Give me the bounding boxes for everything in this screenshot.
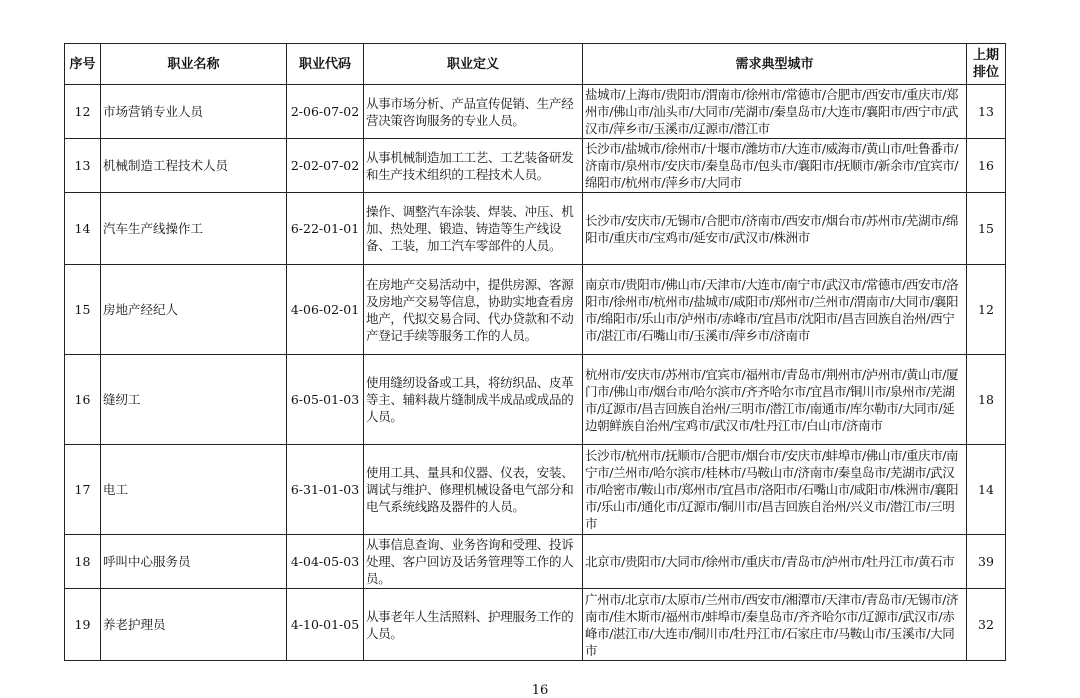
row-rank: 18	[967, 355, 1006, 445]
header-name: 职业名称	[101, 44, 287, 85]
row-rank: 14	[967, 445, 1006, 535]
table-row	[65, 139, 1006, 193]
row-name: 机械制造工程技术人员	[101, 139, 287, 193]
row-definition: 从事机械制造加工工艺、工艺装备研发和生产技术组织的工程技术人员。	[364, 139, 583, 193]
row-no: 18	[65, 535, 101, 589]
row-cities: 长沙市/盐城市/徐州市/十堰市/潍坊市/大连市/威海市/黄山市/吐鲁番市/济南市/泉州市/安庆市/秦皇岛市/包头市/襄阳市/抚顺市/新余市/宜宾市/绵阳市/杭州市/萍乡市/大同市	[583, 139, 967, 193]
table-row	[65, 445, 1006, 535]
row-no: 12	[65, 85, 101, 139]
occupation-table	[64, 43, 1006, 661]
row-code: 4-06-02-01	[287, 265, 364, 355]
page-number: 16	[531, 683, 549, 698]
row-code: 2-06-07-02	[287, 85, 364, 139]
row-definition: 从事信息查询、业务咨询和受理、投诉处理、客户回访及话务管理等工作的人员。	[364, 535, 583, 589]
row-rank: 39	[967, 535, 1006, 589]
row-cities: 长沙市/安庆市/无锡市/合肥市/济南市/西安市/烟台市/苏州市/芜湖市/绵阳市/重庆市/宝鸡市/延安市/武汉市/株洲市	[583, 193, 967, 265]
row-definition: 操作、调整汽车涂装、焊装、冲压、机加、热处理、锻造、铸造等生产线设备、工装，加工汽车零部件的人员。	[364, 193, 583, 265]
row-definition: 从事老年人生活照料、护理服务工作的人员。	[364, 589, 583, 661]
row-code: 4-10-01-05	[287, 589, 364, 661]
row-code: 2-02-07-02	[287, 139, 364, 193]
row-name: 市场营销专业人员	[101, 85, 287, 139]
row-name: 电工	[101, 445, 287, 535]
header-code: 职业代码	[287, 44, 364, 85]
row-no: 13	[65, 139, 101, 193]
row-definition: 使用缝纫设备或工具，将纺织品、皮革等主、辅料裁片缝制成半成品或成品的人员。	[364, 355, 583, 445]
header-no: 序号	[65, 44, 101, 85]
row-cities: 南京市/贵阳市/佛山市/天津市/大连市/南宁市/武汉市/常德市/西安市/洛阳市/徐州市/杭州市/盐城市/咸阳市/郑州市/兰州市/渭南市/大同市/襄阳市/绵阳市/乐山市/泸州市/赤峰市/宜昌市/沈阳市/昌吉回族自治州/西宁市/湛江市/石嘴山市/玉溪市/萍乡市/济南市	[583, 265, 967, 355]
table-row	[65, 589, 1006, 661]
row-name: 呼叫中心服务员	[101, 535, 287, 589]
row-rank: 32	[967, 589, 1006, 661]
table-row	[65, 535, 1006, 589]
row-definition: 从事市场分析、产品宣传促销、生产经营决策咨询服务的专业人员。	[364, 85, 583, 139]
row-definition: 使用工具、量具和仪器、仪表，安装、调试与维护、修理机械设备电气部分和电气系统线路及器件的人员。	[364, 445, 583, 535]
row-code: 6-22-01-01	[287, 193, 364, 265]
row-rank: 13	[967, 85, 1006, 139]
row-name: 汽车生产线操作工	[101, 193, 287, 265]
row-no: 16	[65, 355, 101, 445]
row-cities: 盐城市/上海市/贵阳市/渭南市/徐州市/常德市/合肥市/西安市/重庆市/郑州市/佛山市/汕头市/大同市/芜湖市/秦皇岛市/大连市/襄阳市/西宁市/武汉市/萍乡市/玉溪市/辽源市/潜江市	[583, 85, 967, 139]
table-row	[65, 85, 1006, 139]
row-no: 14	[65, 193, 101, 265]
header-definition: 职业定义	[364, 44, 583, 85]
header-rank: 上期排位	[967, 44, 1006, 85]
header-cities: 需求典型城市	[583, 44, 967, 85]
table-header-row	[65, 44, 1006, 85]
row-rank: 16	[967, 139, 1006, 193]
row-name: 房地产经纪人	[101, 265, 287, 355]
row-no: 15	[65, 265, 101, 355]
table-row	[65, 355, 1006, 445]
row-definition: 在房地产交易活动中，提供房源、客源及房地产交易等信息，协助实地查看房地产，代拟交易合同、代办贷款和不动产登记手续等服务工作的人员。	[364, 265, 583, 355]
row-cities: 北京市/贵阳市/大同市/徐州市/重庆市/青岛市/泸州市/牡丹江市/黄石市	[583, 535, 967, 589]
row-cities: 长沙市/杭州市/抚顺市/合肥市/烟台市/安庆市/蚌埠市/佛山市/重庆市/南宁市/兰州市/哈尔滨市/桂林市/马鞍山市/济南市/秦皇岛市/芜湖市/武汉市/哈密市/鞍山市/郑州市/宜昌市/洛阳市/石嘴山市/咸阳市/株洲市/襄阳市/乐山市/通化市/辽源市/铜川市/昌吉回族自治州/兴义市/潜江市/三明市	[583, 445, 967, 535]
row-rank: 15	[967, 193, 1006, 265]
row-code: 6-31-01-03	[287, 445, 364, 535]
row-code: 6-05-01-03	[287, 355, 364, 445]
row-no: 17	[65, 445, 101, 535]
table-row	[65, 265, 1006, 355]
row-name: 养老护理员	[101, 589, 287, 661]
table-row	[65, 193, 1006, 265]
row-no: 19	[65, 589, 101, 661]
row-cities: 广州市/北京市/太原市/兰州市/西安市/湘潭市/天津市/青岛市/无锡市/济南市/佳木斯市/福州市/蚌埠市/秦皇岛市/齐齐哈尔市/辽源市/武汉市/赤峰市/湛江市/大连市/铜川市/牡丹江市/石家庄市/马鞍山市/玉溪市/大同市	[583, 589, 967, 661]
row-rank: 12	[967, 265, 1006, 355]
row-code: 4-04-05-03	[287, 535, 364, 589]
row-name: 缝纫工	[101, 355, 287, 445]
row-cities: 杭州市/安庆市/苏州市/宜宾市/福州市/青岛市/荆州市/泸州市/黄山市/厦门市/佛山市/烟台市/哈尔滨市/齐齐哈尔市/宜昌市/铜川市/泉州市/芜湖市/辽源市/昌吉回族自治州/三明市/潜江市/南通市/库尔勒市/大同市/延边朝鲜族自治州/宝鸡市/武汉市/牡丹江市/白山市/济南市	[583, 355, 967, 445]
